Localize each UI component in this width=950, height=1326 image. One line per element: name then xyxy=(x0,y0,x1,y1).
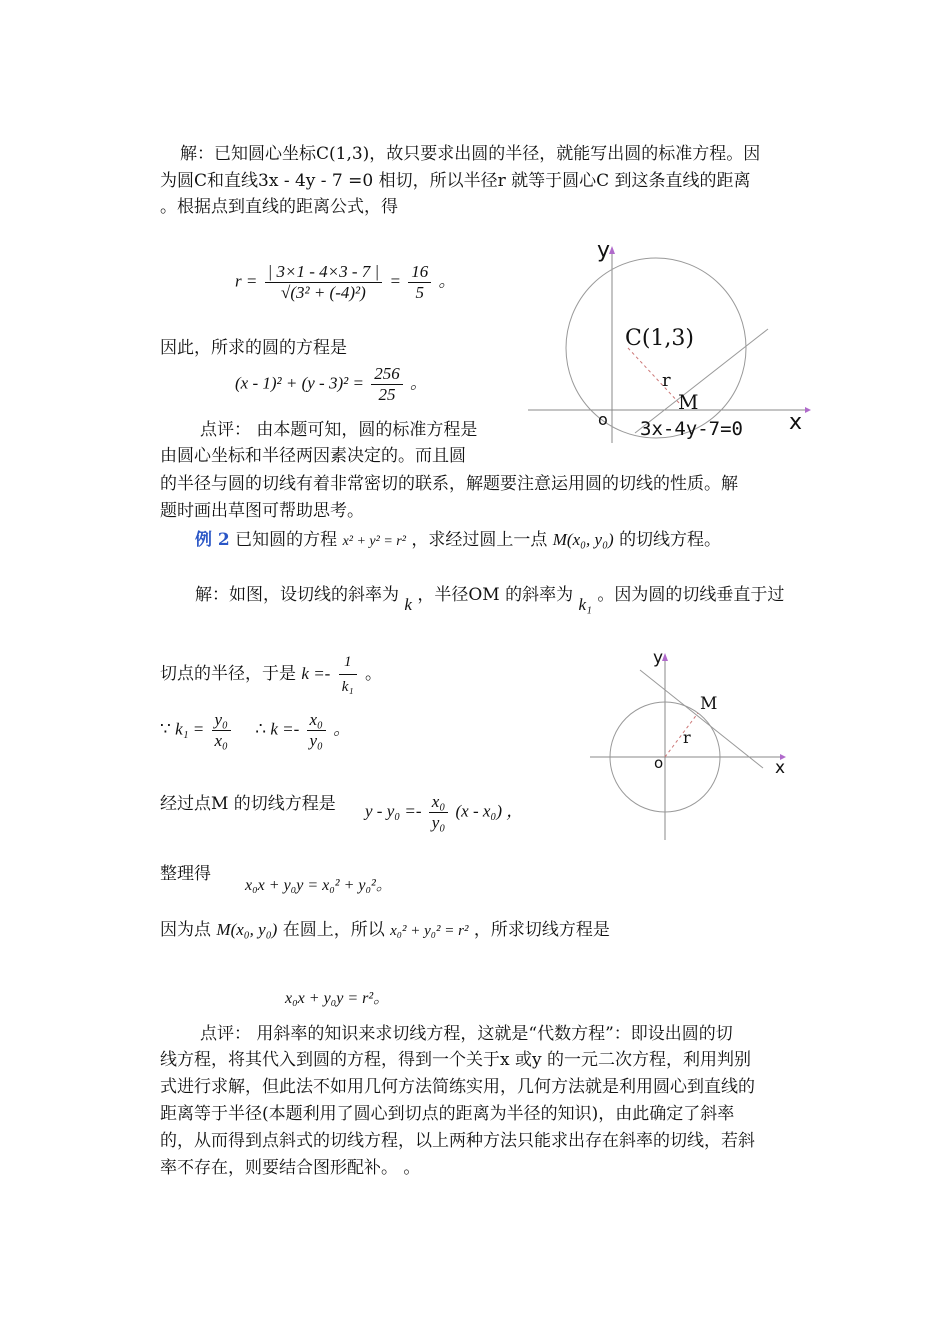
because-symbol: ∵ xyxy=(160,719,171,739)
on-circle-line xyxy=(160,918,610,943)
eq1-numerator: | 3×1 - 4×3 - 7 | xyxy=(265,262,383,283)
example2-equation: x² + y² = r² xyxy=(342,534,406,549)
simplify-equation: x₀x + y₀y = x₀² + y₀²。 xyxy=(245,877,392,894)
so-fraction xyxy=(307,710,326,751)
figure-2-diagram xyxy=(585,645,805,845)
tangent-lhs: y - y₀ =- xyxy=(365,801,422,821)
para2-text-c: 。因为圆的切线垂直于过 xyxy=(597,585,785,605)
fig2-origin-label: o xyxy=(654,754,664,772)
example2-point: M(x₀, y₀) xyxy=(552,530,614,549)
because-end: 。 xyxy=(333,719,351,739)
therefore-text: 因此，所求的圆的方程是 xyxy=(160,338,347,358)
eq1-result-num: 16 xyxy=(408,262,431,283)
on-circle-text-c: ，所求切线方程是 xyxy=(473,920,610,940)
fig1-center-label: C(1,3) xyxy=(625,326,694,351)
eq1-denominator: √(3² + (-4)²) xyxy=(281,283,366,302)
eq2-num: 256 xyxy=(371,364,403,385)
perp-eq-num: 1 xyxy=(339,650,357,675)
on-circle-point: M(x₀, y₀) xyxy=(216,920,278,939)
therefore-symbol: ∴ xyxy=(255,719,267,739)
fig2-y-label: y xyxy=(653,648,664,668)
eq1-equals: = xyxy=(389,271,401,291)
because-line xyxy=(160,710,350,751)
perp-eq-den: k₁ xyxy=(341,679,354,695)
para2-line2 xyxy=(160,650,382,699)
so-den: y₀ xyxy=(309,731,323,750)
eq1-result-den: 5 xyxy=(415,283,424,302)
comment2-line4: 距离等于半径(本题利用了圆心到切点的距离为半径的知识)，由此确定了斜率 xyxy=(160,1104,735,1124)
fig2-radius xyxy=(665,713,698,757)
eq2-end: 。 xyxy=(409,373,427,393)
para1-line3: 。根据点到直线的距离公式，得 xyxy=(160,197,398,217)
comment2-line3: 式进行求解，但此法不如用几何方法简练实用，几何方法就是利用圆心到直线的 xyxy=(160,1077,755,1097)
on-circle-equation: x₀² + y₀² = r² xyxy=(390,923,469,939)
so-lhs: k =- xyxy=(270,719,300,739)
comment1-line3: 的半径与圆的切线有着非常密切的联系，解题要注意运用圆的切线的性质。解 xyxy=(160,474,738,494)
eq1-end: 。 xyxy=(438,271,456,291)
fig1-radius xyxy=(628,348,680,404)
comment1-line2: 由圆心坐标和半径两因素决定的。而且圆 xyxy=(160,446,466,466)
fig1-origin-label: o xyxy=(598,410,608,429)
fig1-x-arrow-icon xyxy=(805,407,811,413)
comment2-line2: 线方程，将其代入到圆的方程，得到一个关于x 或y 的一元二次方程，利用判别 xyxy=(160,1050,751,1070)
tangent-equation xyxy=(365,792,523,833)
eq1-fraction xyxy=(265,262,383,303)
because-fraction xyxy=(212,710,231,751)
fig1-line-label: 3x-4y-7=0 xyxy=(640,418,743,440)
para2-line2-text: 切点的半径，于是 xyxy=(160,664,296,684)
simplify-text: 整理得 xyxy=(160,864,211,884)
fig1-r-label: r xyxy=(662,370,671,391)
eq2-lhs: (x - 1)² + (y - 3)² = xyxy=(235,373,364,393)
fig1-m-label: M xyxy=(678,390,699,414)
example2-text-b: ，求经过圆上一点 xyxy=(411,530,548,550)
para1-line1: 解：已知圆心坐标C(1,3)，故只要求出圆的半径，就能写出圆的标准方程。因 xyxy=(180,144,761,164)
perp-eq-end: 。 xyxy=(365,664,383,684)
eq1-lhs: r = xyxy=(235,271,258,291)
example2-line xyxy=(195,528,721,554)
para2-k1: k₁ xyxy=(578,595,592,614)
fig2-x-label: x xyxy=(775,758,786,778)
tangent-end: ， xyxy=(506,801,524,821)
example2-text-c: 的切线方程。 xyxy=(619,530,722,550)
because-num: y₀ xyxy=(212,710,231,731)
eq2-fraction xyxy=(371,364,403,405)
so-num: x₀ xyxy=(307,710,326,731)
tangent-text: 经过点M 的切线方程是 xyxy=(160,794,336,814)
para2-line1 xyxy=(195,583,784,617)
eq1-result xyxy=(408,262,431,303)
para2-text-a: 解：如图，设切线的斜率为 xyxy=(195,585,399,605)
perp-eq-fraction xyxy=(339,650,357,699)
example2-label: 例 2 xyxy=(195,530,230,550)
tangent-rhs: (x - x₀) xyxy=(455,801,502,821)
on-circle-text-a: 因为点 xyxy=(160,920,211,940)
tangent-num: x₀ xyxy=(429,792,448,813)
distance-equation xyxy=(235,262,455,303)
para2-k: k xyxy=(404,595,412,614)
para2-text-b: ，半径OM 的斜率为 xyxy=(417,585,574,605)
tangent-fraction xyxy=(429,792,448,833)
comment1-line1: 点评： 由本题可知，圆的标准方程是 xyxy=(200,420,478,440)
eq2-den: 25 xyxy=(378,385,396,404)
fig2-m-label: M xyxy=(700,694,718,714)
comment2-line1: 点评： 用斜率的知识来求切线方程，这就是“代数方程”：即设出圆的切 xyxy=(200,1024,733,1044)
circle-equation xyxy=(235,364,427,405)
fig1-y-label: y xyxy=(597,238,611,263)
perp-eq-lhs: k =- xyxy=(301,664,331,683)
tangent-den: y₀ xyxy=(431,813,446,832)
comment2-line5: 的，从而得到点斜式的切线方程，以上两种方法只能求出存在斜率的切线，若斜 xyxy=(160,1131,755,1151)
final-equation: x₀x + y₀y = r²。 xyxy=(285,990,390,1007)
comment2-line6: 率不存在，则要结合图形配补。 。 xyxy=(160,1158,421,1178)
fig1-x-label: x xyxy=(789,410,803,435)
because-lhs: k₁ = xyxy=(175,719,205,739)
example2-text-a: 已知圆的方程 xyxy=(235,530,338,550)
because-den: x₀ xyxy=(214,731,228,750)
comment1-line4: 题时画出草图可帮助思考。 xyxy=(160,501,364,521)
para1-line2: 为圆C和直线3x - 4y - 7 =0 相切，所以半径r 就等于圆心C 到这条直线的距离 xyxy=(160,171,751,191)
fig2-r-label: r xyxy=(683,728,691,747)
on-circle-text-b: 在圆上，所以 xyxy=(282,920,385,940)
